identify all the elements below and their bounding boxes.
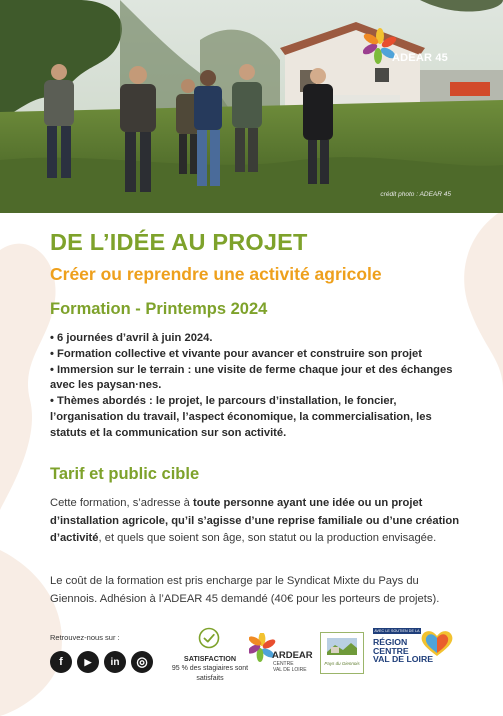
cost-paragraph: Le coût de la formation est pris encharge par le Syndicat Mixte du Pays du Giennois. Adhésion à l’ADEAR 45 demandé (40€ pour les porteurs de projets). — [50, 575, 440, 605]
region-heart-logo — [418, 628, 456, 658]
audience-paragraph — [50, 495, 468, 548]
photo-credit: crédit photo : ADEAR 45 — [380, 191, 451, 198]
bullet-item: • Thèmes abordés : le projet, le parcours d’installation, le foncier, l’organisation du travail, l’aspect économique, la commercialisation, les statuts et la communication sur son activité. — [50, 395, 432, 439]
pays-giennois-text: Pays du Giennois — [324, 661, 360, 666]
youtube-icon[interactable]: ▶ — [77, 651, 99, 673]
instagram-icon[interactable]: ◎ — [131, 651, 153, 673]
satisfaction-text: 95 % des stagiaires sont satisfaits — [171, 665, 249, 682]
region-support-badge: AVEC LE SOUTIEN DE LA — [374, 629, 420, 633]
audience-text-1: Cette formation, s’adresse à — [50, 497, 194, 509]
follow-label: Retrouvez-nous sur : — [50, 633, 120, 642]
ardear-sub-line: CENTRE — [273, 661, 294, 667]
tarif-heading: Tarif et public cible — [50, 465, 200, 483]
ardear-name: ARDEAR — [272, 650, 313, 661]
audience-text-bold: toute personne ayant une idée ou un projet d’installation agricole, qu’il s’agisse d’une reprise familiale ou d’une création d’activité — [50, 497, 460, 544]
satisfaction-title: SATISFACTION — [183, 654, 237, 663]
bullet-item: • Formation collective et vivante pour avancer et construire son projet — [50, 347, 422, 360]
ardear-region — [273, 661, 307, 673]
adear-logo-text: ADEAR 45 — [392, 52, 449, 64]
formation-heading: Formation - Printemps 2024 — [50, 300, 268, 318]
formation-bullet-list — [50, 331, 460, 442]
facebook-icon[interactable]: f — [50, 651, 72, 673]
ardear-sub-line: VAL DE LOIRE — [273, 667, 307, 673]
page-subtitle: Créer ou reprendre une activité agricole — [50, 264, 382, 284]
bullet-item: • Immersion sur le terrain : une visite de ferme chaque jour et des échanges avec les paysan·nes. — [50, 363, 453, 392]
region-line: CENTRE — [373, 645, 409, 656]
region-line: RÉGION — [373, 637, 408, 647]
linkedin-icon[interactable]: in — [104, 651, 126, 673]
audience-text-2: , et quels que soient son âge, son statut ou la production envisagée. — [98, 532, 437, 544]
bullet-item: • 6 journées d’avril à juin 2024. — [50, 332, 213, 344]
page-title: DE L’IDÉE AU PROJET — [50, 229, 308, 255]
pays-giennois-logo — [320, 632, 364, 674]
satisfaction-check-icon — [198, 627, 220, 649]
region-line: VAL DE LOIRE — [373, 654, 434, 665]
social-links — [50, 651, 153, 673]
